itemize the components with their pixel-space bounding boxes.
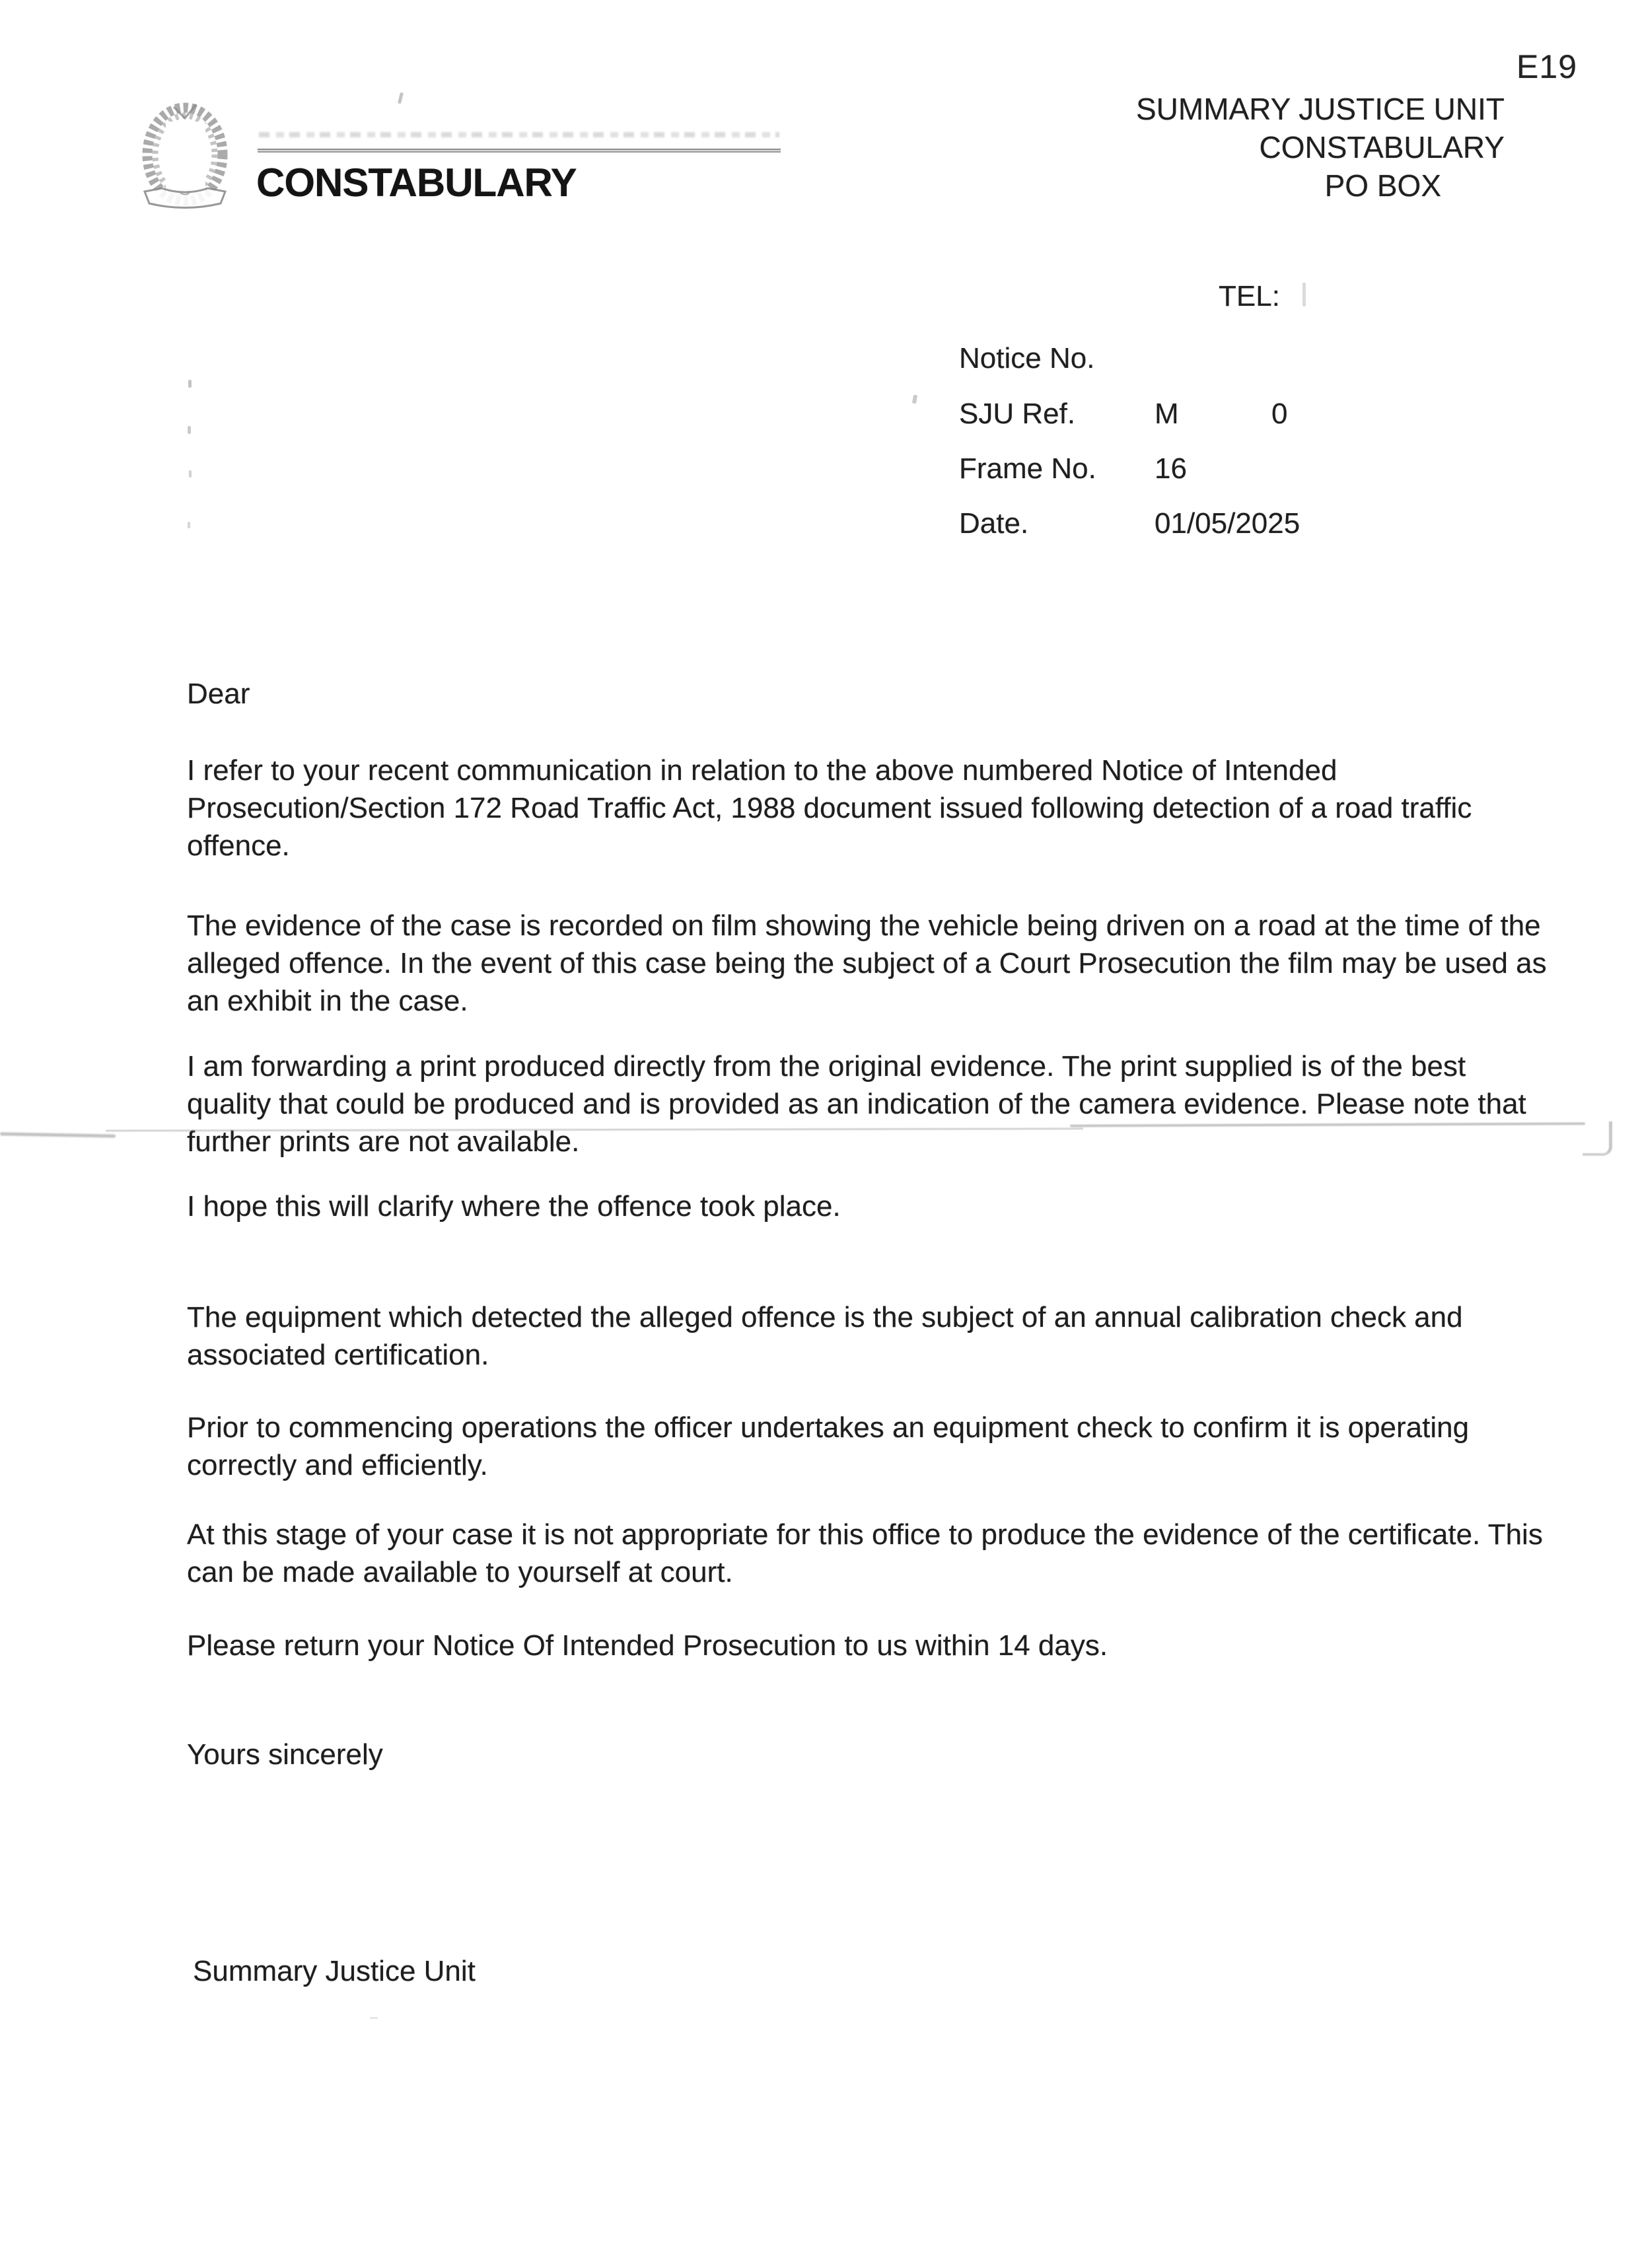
sender-address-block <box>1136 90 1505 205</box>
paragraph: Prior to commencing operations the officer undertakes an equipment check to confirm it is operating correctly and efficiently. <box>187 1411 1470 1481</box>
field-label: Date. <box>959 507 1029 540</box>
field-value: M <box>1155 398 1179 430</box>
signature-name: Summary Justice Unit <box>193 1955 476 1987</box>
paragraph: Please return your Notice Of Intended Prosecution to us within 14 days. <box>187 1629 1108 1662</box>
address-line-unit: SUMMARY JUSTICE UNIT <box>1135 92 1505 126</box>
field-row-notice-no <box>959 342 1094 375</box>
scan-artifact <box>398 92 404 104</box>
scan-artifact <box>188 426 191 434</box>
field-row-frame-no <box>959 452 1187 485</box>
salutation: Dear <box>187 678 250 710</box>
field-label: SJU Ref. <box>959 398 1076 430</box>
tel-label: TEL: <box>1219 280 1280 312</box>
paragraph: The equipment which detected the alleged offence is the subject of an annual calibration check and associated certification. <box>187 1301 1463 1371</box>
exhibit-code: E19 <box>1516 48 1577 85</box>
field-row-sju-ref <box>959 398 1288 431</box>
paragraph: I am forwarding a print produced directly from the original evidence. The print supplied is of the best quality that could be produced and is provided as an indication of the camera evidence. Please note that further prints are not available. <box>187 1050 1526 1158</box>
scan-artifact <box>1302 283 1306 306</box>
scan-artifact <box>188 380 192 388</box>
masthead-redacted-line <box>259 132 779 137</box>
constabulary-crest-icon <box>135 96 234 217</box>
scan-artifact <box>370 2017 378 2019</box>
paragraph: The evidence of the case is recorded on film showing the vehicle being driven on a road at the time of the alleged offence. In the event of this case being the subject of a Court Prosecution the film may be used as an exhibit in the case. <box>187 909 1547 1017</box>
field-value: 0 <box>1271 398 1288 430</box>
scan-artifact <box>912 395 917 404</box>
paragraph: I hope this will clarify where the offence took place. <box>187 1190 841 1223</box>
field-label: Notice No. <box>959 342 1095 374</box>
address-line-org: CONSTABULARY <box>1259 130 1505 164</box>
field-value: 01/05/2025 <box>1155 507 1300 540</box>
field-row-date <box>959 507 1300 540</box>
closing: Yours sincerely <box>187 1738 383 1771</box>
scan-crease-hook <box>1583 1121 1612 1156</box>
masthead-rule <box>258 149 781 153</box>
scan-artifact <box>188 522 190 528</box>
field-value: 16 <box>1155 452 1187 485</box>
scan-crease-line <box>0 1132 116 1137</box>
org-name: CONSTABULARY <box>256 160 577 205</box>
paragraph: At this stage of your case it is not appropriate for this office to produce the evidence of the certificate. This can be made available to yourself at court. <box>187 1518 1543 1588</box>
address-line-pobox: PO BOX <box>1324 168 1441 203</box>
field-label: Frame No. <box>959 452 1096 485</box>
paragraph: I refer to your recent communication in relation to the above numbered Notice of Intended Prosecution/Section 172 Road Traffic Act, 1988 document issued following detection of a road traffic offence. <box>187 754 1472 862</box>
scan-artifact <box>189 470 192 478</box>
